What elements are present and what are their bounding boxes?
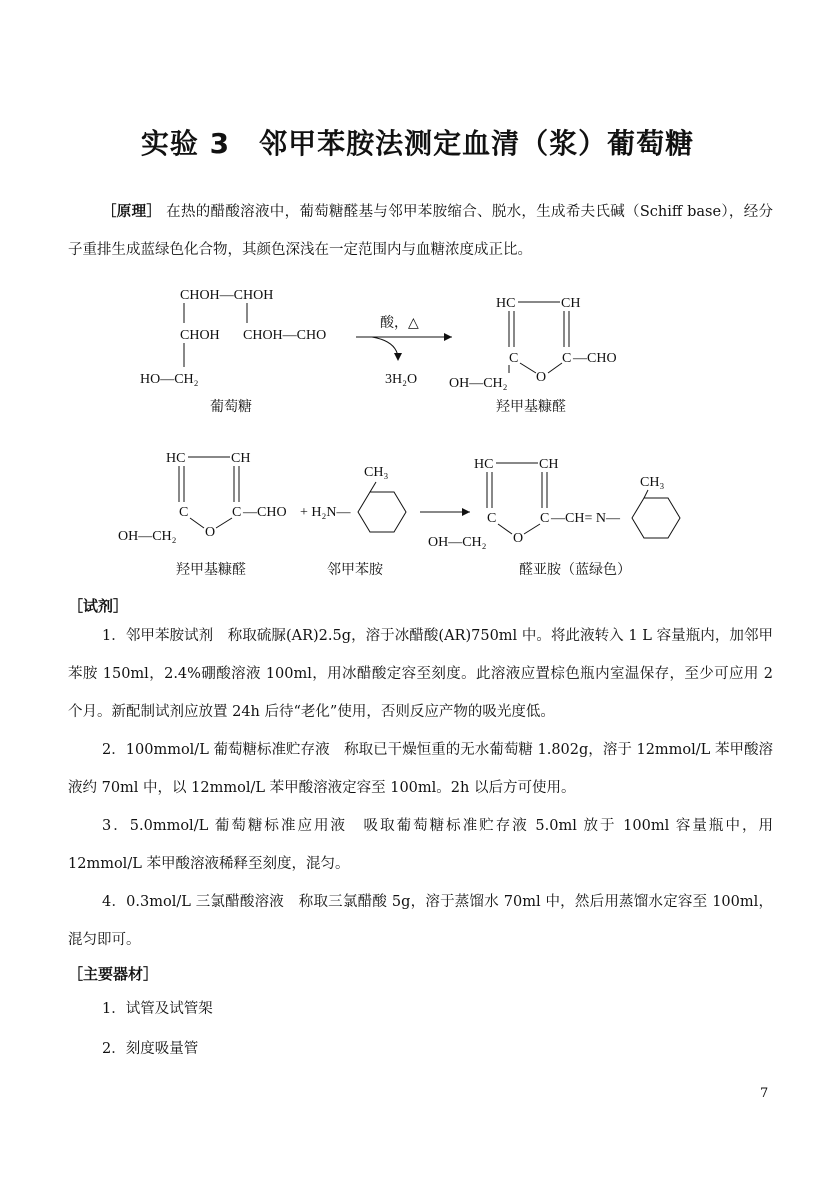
reaction-2-diagram: [0, 440, 835, 585]
svg-text:CH₃: CH₃: [364, 465, 389, 480]
cho-group: —CHO: [573, 351, 617, 366]
ring-hc: HC: [496, 296, 516, 311]
reaction-1-byproduct: 3H₂O: [385, 372, 418, 387]
glucose-row1: CHOH—CHOH: [180, 288, 274, 303]
glucose-row2-left: CHOH: [180, 328, 220, 343]
page-title: 实验 3 邻甲苯胺法测定血清（浆）葡萄糖: [140, 127, 695, 160]
page-number: 7: [760, 1086, 769, 1101]
svg-text:—CHO: —CHO: [243, 505, 287, 520]
ring-c-left: C: [509, 351, 519, 366]
principle-text: 在热的醋酸溶液中，葡萄糖醛基与邻甲苯胺缩合、脱水，生成希夫氏碱（Schiff base），经分子重排生成蓝绿色化合物，其颜色深浅在一定范围内与血糖浓度成正比。: [68, 204, 774, 258]
reaction-1-conditions: 酸，△: [380, 316, 419, 331]
svg-text:—CH= N—: —CH= N—: [551, 511, 620, 526]
reagent-item-1: 1．邻甲苯胺试剂 称取硫脲(AR)2.5g，溶于冰醋酸(AR)750ml 中。将此液转入 1 L 容量瓶内，加邻甲苯胺 150ml，2.4%硼酸溶液 100ml，用冰醋酸定容至刻度。此溶液应置棕色瓶内室温保存，至少可应用 2 个月。新配制试剂应放置 24h 后待“老化”使用，否则反应产物的吸光度低。: [68, 628, 773, 720]
svg-text:OH—CH₂: OH—CH₂: [118, 529, 177, 544]
svg-text:C: C: [487, 511, 497, 526]
svg-text:C: C: [540, 511, 550, 526]
reaction-1-diagram: [0, 275, 835, 425]
ring-c-right: C: [562, 351, 572, 366]
glucose-row2-right: CHOH—CHO: [243, 328, 327, 343]
hmf-name-2: 羟甲基糠醛: [176, 563, 246, 578]
principle-paragraph: [68, 193, 773, 269]
svg-text:OH—CH₂: OH—CH₂: [428, 535, 487, 550]
hmf-name: 羟甲基糠醛: [496, 400, 566, 415]
equipment-item-1: 1．试管及试管架: [102, 1001, 213, 1017]
imine-name: 醛亚胺（蓝绿色）: [519, 563, 631, 578]
reagent-item-3: 3．5.0mmol/L 葡萄糖标准应用液 吸取葡萄糖标准贮存液 5.0ml 放于 100ml 容量瓶中，用 12mmol/L 苯甲酸溶液稀释至刻度，混匀。: [68, 818, 773, 872]
plus-amine: + H₂N—: [300, 505, 351, 520]
ring-o: O: [536, 370, 547, 385]
svg-text:CH: CH: [539, 457, 559, 472]
svg-text:O: O: [205, 525, 216, 540]
svg-text:CH: CH: [231, 451, 251, 466]
svg-text:HC: HC: [474, 457, 494, 472]
ch2oh-group: OH—CH₂: [449, 376, 508, 391]
svg-text:HC: HC: [166, 451, 186, 466]
glucose-row3: HO—CH₂: [140, 372, 199, 387]
equipment-item-2: 2．刻度吸量管: [102, 1041, 199, 1057]
svg-text:C: C: [179, 505, 189, 520]
svg-text:CH₃: CH₃: [640, 475, 665, 490]
toluidine-name: 邻甲苯胺: [327, 563, 383, 578]
reagent-item-4: 4．0.3mol/L 三氯醋酸溶液 称取三氯醋酸 5g，溶于蒸馏水 70ml 中，然后用蒸馏水定容至 100ml，混匀即可。: [68, 894, 773, 948]
glucose-name: 葡萄糖: [210, 400, 252, 415]
svg-text:O: O: [513, 531, 524, 546]
svg-text:C: C: [232, 505, 242, 520]
ring-ch: CH: [561, 296, 581, 311]
equipment-heading: ［主要器材］: [68, 965, 159, 983]
reagents-heading: ［试剂］: [68, 597, 129, 615]
reagent-item-2: 2．100mmol/L 葡萄糖标准贮存液 称取已干燥恒重的无水葡萄糖 1.802g，溶于 12mmol/L 苯甲酸溶液约 70ml 中，以 12mmol/L 苯甲酸溶液定容至 100ml。2h 以后方可使用。: [68, 742, 773, 796]
principle-label: ［原理］: [102, 204, 162, 220]
